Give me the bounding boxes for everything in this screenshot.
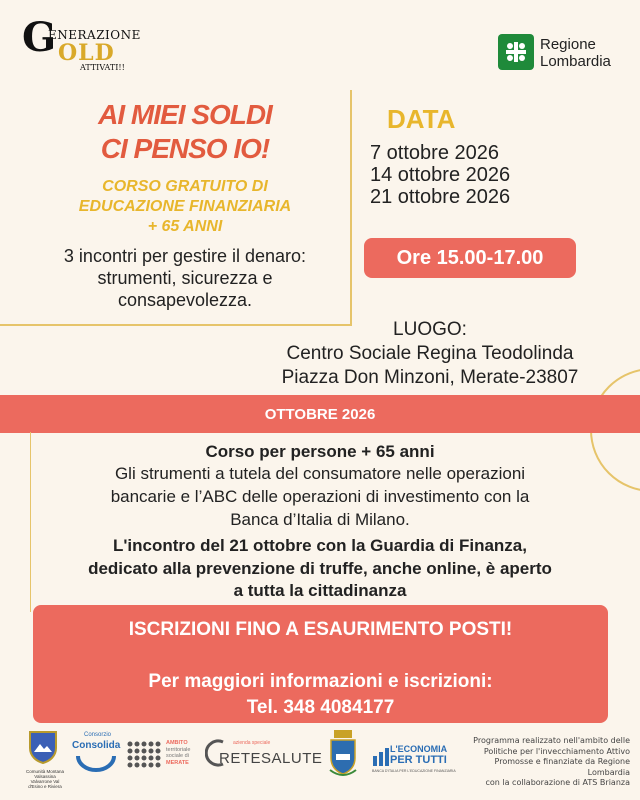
ambito-line3: sociale di <box>166 753 189 759</box>
program-note <box>470 736 630 789</box>
go-logo-top: ENERAZIONE <box>48 28 141 42</box>
hero-subtitle-line3: + 65 ANNI <box>147 218 223 235</box>
hero-intro-line2: strumenti, sicurezza e <box>97 268 273 288</box>
details-line2: Gli strumenti a tutela del consumatore nelle operazioni <box>114 464 526 483</box>
note-line2: Politiche per l'invecchiamento Attivo <box>483 746 630 756</box>
venue-label: LUOGO: <box>393 319 467 340</box>
details-line1: Corso per persone + 65 anni <box>205 442 435 461</box>
month-band: OTTOBRE 2026 <box>0 395 640 433</box>
hero-intro-line3: consapevolezza. <box>117 290 253 310</box>
region-name-line1: Regione <box>540 36 596 53</box>
economia-tag: BANCA D'ITALIA PER L'EDUCAZIONE FINANZIARIA <box>372 769 456 773</box>
venue-block <box>250 318 610 390</box>
merate-crest <box>328 730 364 782</box>
ambito-line4: MERATE <box>166 759 189 766</box>
ambito-line2: territoriale <box>166 746 191 753</box>
date-3: 21 ottobre 2026 <box>370 186 511 208</box>
venue-name: Centro Sociale Regina Teodolinda <box>286 343 574 364</box>
ambito-line1: AMBITO <box>166 740 188 746</box>
date-1: 7 ottobre 2026 <box>370 142 499 164</box>
hero-intro <box>20 245 350 311</box>
hero-subtitle-line2: EDUCAZIONE FINANZIARIA <box>78 198 292 215</box>
hero-subtitle <box>30 177 340 237</box>
info-label: Per maggiori informazioni e iscrizioni: <box>148 671 493 692</box>
consolida-name: Consolida <box>72 740 121 751</box>
hero-title-line1: AI MIEI SOLDI <box>98 99 272 130</box>
details-line7: a tutta la cittadinanza <box>233 581 407 600</box>
date-2: 14 ottobre 2026 <box>370 164 511 186</box>
region-name-line2: Lombardia <box>540 53 611 70</box>
time-badge: Ore 15.00-17.00 <box>364 238 576 278</box>
dates-heading: DATA <box>387 104 456 134</box>
consolida-logo <box>72 732 122 772</box>
regione-lombardia-logo <box>498 34 623 72</box>
details-line3: bancarie e l’ABC delle operazioni di investimento con la <box>110 487 530 506</box>
economia-line1: L'ECONOMIA <box>390 744 448 754</box>
comunita-montana-logo <box>24 730 64 789</box>
ambito-merate-logo <box>126 740 206 774</box>
go-logo-bottom: ATTIVATI!! <box>80 63 125 72</box>
venue-address: Piazza Don Minzoni, Merate-23807 <box>281 367 579 388</box>
decorative-line <box>30 432 31 612</box>
go-logo-g: G <box>22 14 57 61</box>
economia-per-tutti-logo <box>372 744 472 778</box>
note-line1: Programma realizzato nell'ambito delle <box>473 736 630 745</box>
registration-box <box>33 605 608 723</box>
hero-intro-line1: 3 incontri per gestire il denaro: <box>63 246 307 266</box>
phone-number[interactable]: Tel. 348 4084177 <box>246 697 395 718</box>
consolida-arc-icon <box>74 752 118 774</box>
details-line4: Banca d’Italia di Milano. <box>230 510 410 529</box>
details-line5: L'incontro del 21 ottobre con la Guardia di Finanza, <box>113 536 527 555</box>
consolida-small: Consorzio <box>84 732 112 738</box>
go-logo-mid: OLD <box>58 40 115 66</box>
details-line6: dedicato alla prevenzione di truffe, anche online, è aperto <box>88 559 552 578</box>
note-line4: con la collaborazione di ATS Brianza <box>485 778 630 787</box>
registration-headline: ISCRIZIONI FINO A ESAURIMENTO POSTI! <box>128 619 513 640</box>
note-line3: Promosse e finanziate da Regione Lombardia <box>494 757 630 777</box>
municipal-crest-icon <box>328 730 358 778</box>
generazione-gold-logo <box>22 14 141 74</box>
dot-grid-icon <box>126 740 166 770</box>
lombardy-rose-icon <box>498 34 534 70</box>
hero-title-line2: CI PENSO IO! <box>100 133 270 164</box>
retesalute-name: RETESALUTE <box>219 750 323 767</box>
comunita-label: Comunità Montana Valsassina Valvarrone Val d'Esino e Riviera <box>25 769 65 789</box>
crest-icon <box>28 730 58 764</box>
partner-logos <box>0 728 640 800</box>
hero-title <box>40 98 330 166</box>
ambito-text <box>166 740 190 766</box>
retesalute-small: azienda speciale <box>233 740 271 746</box>
retesalute-logo <box>205 738 325 778</box>
economia-line2: PER TUTTI <box>390 754 447 766</box>
hero-subtitle-line1: CORSO GRATUITO DI <box>102 178 268 195</box>
